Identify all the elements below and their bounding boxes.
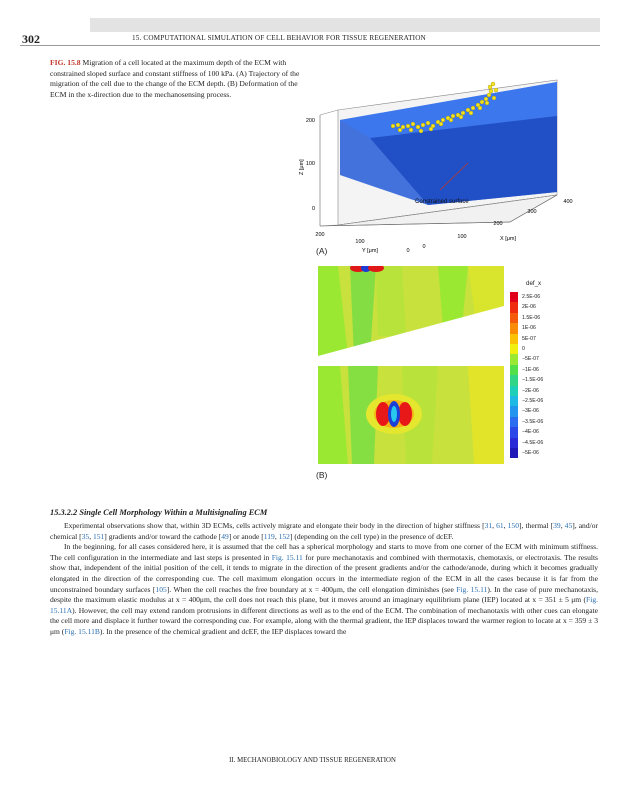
running-head-title: 15. COMPUTATIONAL SIMULATION OF CELL BEHAVIOR FOR TISSUE REGENERATION	[132, 34, 426, 42]
y-tick: 200	[315, 232, 325, 238]
section-heading: 15.3.2.2 Single Cell Morphology Within a Multisignaling ECM	[50, 508, 268, 517]
legend-value: 2.5E-06	[522, 294, 541, 300]
paragraph-text: Experimental observations show that, within 3D ECMs, cells actively migrate and elongate their body in the direction of higher stiffness [	[64, 521, 485, 530]
paragraph-text: ,	[274, 531, 279, 541]
legend-swatch	[510, 406, 518, 416]
deformation-field-top	[318, 266, 504, 356]
paragraph-text: ). In the case of pure mechanotaxis, despite the maximum elastic modulus at x = 400μm, the cell does not reach this plane, but it moves around an imaginary equilibrium plane (IEP) located at x = 351 ± 5 μm (	[50, 584, 599, 605]
legend-entry	[510, 448, 568, 458]
legend-swatch	[510, 313, 518, 323]
color-legend	[506, 280, 566, 470]
x-tick: 400	[563, 199, 573, 205]
paragraph-text: ] (depending on the cell type) in the presence of dcEF.	[289, 531, 454, 541]
citation-link[interactable]: 152	[278, 531, 290, 541]
figure-caption	[50, 58, 300, 100]
constrained-surface-label: Constrained surface	[415, 199, 469, 205]
legend-entry	[510, 386, 568, 396]
paragraph	[50, 542, 598, 637]
legend-entry	[510, 365, 568, 375]
paragraph-text: ,	[89, 531, 93, 541]
paragraph-text: ,	[503, 521, 508, 530]
paragraph-text: In the beginning, for all cases considered here, it is assumed that the cell has a spherical morphology and starts to move from one corner of the ECM with minimum stiffness. The cell configuration in the intermediate and last steps is presented in	[50, 542, 598, 562]
paragraph-text: for pure mechanotaxis and combined with thermotaxis, chemotaxis, or electrotaxis. The results show that, independent of the initial position of the cell, it tends to migrate in the direction of the present gradients and/or the cathode/anode, during which it becomes gradually elongated in the direction of the corresponding cue. The cell maximum elongation occurs in the intermediate region of the ECM in all the cases because it is far from the unconstrained boundary surfaces [	[50, 552, 598, 594]
paragraph-text: ], and/or chemical [	[50, 521, 598, 541]
header-bar	[90, 18, 600, 32]
legend-entry	[510, 438, 568, 448]
legend-swatch	[510, 292, 518, 302]
citation-link[interactable]: 151	[92, 531, 105, 541]
legend-value: 2E-06	[522, 304, 536, 311]
legend-value: 5E-07	[522, 335, 536, 342]
x-tick: 200	[493, 221, 503, 227]
citation-link[interactable]: Fig. 15.11A	[50, 595, 598, 615]
citation-link[interactable]: 39	[553, 521, 561, 530]
legend-swatch	[510, 438, 518, 448]
paragraph-text: ] or anode [	[228, 531, 264, 541]
legend-swatch	[510, 365, 518, 375]
legend-swatch	[510, 334, 518, 344]
figure-label: FIG. 15.8	[50, 58, 81, 67]
citation-link[interactable]: Fig. 15.11	[271, 552, 303, 562]
legend-value: −2E-06	[522, 387, 539, 394]
legend-entry	[510, 417, 568, 427]
figure-panel-a	[290, 60, 590, 260]
y-tick: 100	[355, 239, 365, 245]
legend-swatch	[510, 323, 518, 333]
body-text	[50, 521, 598, 638]
legend-swatch	[510, 448, 518, 458]
citation-link[interactable]: Fig. 15.11	[456, 584, 488, 594]
legend-value: −3E-06	[522, 408, 539, 415]
legend-entry	[510, 302, 568, 312]
legend-swatch	[510, 396, 518, 406]
x-tick: 300	[527, 209, 537, 215]
paragraph-text: ,	[560, 521, 565, 530]
z-tick: 200	[305, 118, 315, 124]
legend-entry	[510, 344, 568, 354]
citation-link[interactable]: 105	[155, 584, 167, 594]
x-tick: 0	[422, 244, 426, 250]
panel-b-label: (B)	[316, 470, 328, 480]
running-header	[0, 18, 625, 48]
legend-value: 1.5E-06	[522, 314, 541, 321]
legend-value: −3.5E-06	[522, 418, 544, 425]
legend-value: 1E-06	[522, 325, 536, 332]
header-rule	[20, 45, 600, 46]
paragraph-text: ). In the presence of the chemical gradient and dcEF, the IEP displaces toward the	[99, 626, 347, 636]
paragraph-text: ). However, the cell may extend random protrusions in different directions as well as to the end of the ECM. The combination of mechanotaxis with other cues can elongate the cell more and displace it further toward the corresponding cue. For example, along with the thermal gradient, the IEP displaces toward the warmer region to locate at x = 359 ± 3 μm (	[50, 605, 598, 636]
figure-caption-text: Migration of a cell located at the maximum depth of the ECM with constrained sloped surface and constant stiffness of 100 kPa. (A) Trajectory of the migration of the cell due to the change of the ECM depth. (B) Deformation of the ECM in the x-direction due to the mechanosensing process.	[50, 58, 300, 99]
deformation-field-bottom	[318, 366, 504, 464]
legend-entry	[510, 427, 568, 437]
citation-link[interactable]: 31	[484, 521, 493, 530]
box-edge	[320, 110, 338, 115]
legend-entry	[510, 334, 568, 344]
legend-swatch	[510, 354, 518, 364]
legend-swatch	[510, 302, 518, 312]
legend-value: −5E-07	[522, 356, 539, 363]
legend-entry	[510, 396, 568, 406]
citation-link[interactable]: Fig. 15.11B	[64, 626, 100, 636]
page-number: 302	[22, 32, 40, 46]
legend-title: def_x	[526, 280, 542, 287]
y-axis-label: Y [μm]	[362, 248, 378, 254]
legend-swatch	[510, 427, 518, 437]
legend-entry	[510, 406, 568, 416]
legend-swatch	[510, 344, 518, 354]
paragraph-text: ], thermal [	[518, 521, 554, 530]
citation-link[interactable]: 119	[263, 531, 275, 541]
paragraph-text: ,	[492, 521, 497, 530]
legend-value: −2.5E-06	[522, 398, 544, 404]
citation-link[interactable]: 45	[564, 521, 573, 530]
legend-value: −4E-06	[522, 429, 539, 436]
z-axis-label: Z [μm]	[299, 159, 305, 175]
z-tick: 100	[305, 161, 315, 167]
legend-entry	[510, 313, 568, 323]
citation-link[interactable]: 35	[81, 531, 90, 541]
legend-value: −1E-06	[522, 366, 539, 373]
y-tick: 0	[406, 248, 410, 254]
legend-entry	[510, 292, 568, 302]
legend-entry	[510, 354, 568, 364]
legend-swatch	[510, 417, 518, 427]
x-axis-label: X [μm]	[500, 236, 517, 242]
paragraph-text: ]. When the cell reaches the free boundary at x = 400μm, the cell elongation diminishes (see	[166, 584, 457, 594]
legend-value: −5E-06	[522, 450, 539, 456]
legend-entry	[510, 323, 568, 333]
z-tick: 0	[311, 206, 315, 212]
citation-link[interactable]: 150	[507, 521, 519, 530]
paragraph-text: ] gradients and/or toward the cathode [	[104, 531, 222, 541]
paragraph	[50, 521, 598, 542]
legend-swatch	[510, 386, 518, 396]
citation-link[interactable]: 61	[496, 521, 504, 530]
page-footer: II. MECHANOBIOLOGY AND TISSUE REGENERATION	[229, 757, 396, 764]
legend-value: −1.5E-06	[522, 377, 544, 384]
citation-link[interactable]: 49	[221, 531, 229, 541]
panel-a-label: (A)	[316, 246, 328, 256]
legend-value: −4.5E-06	[522, 439, 544, 446]
x-tick: 100	[457, 234, 467, 240]
legend-entry	[510, 375, 568, 385]
legend-swatch	[510, 375, 518, 385]
legend-value: 0	[522, 346, 525, 352]
